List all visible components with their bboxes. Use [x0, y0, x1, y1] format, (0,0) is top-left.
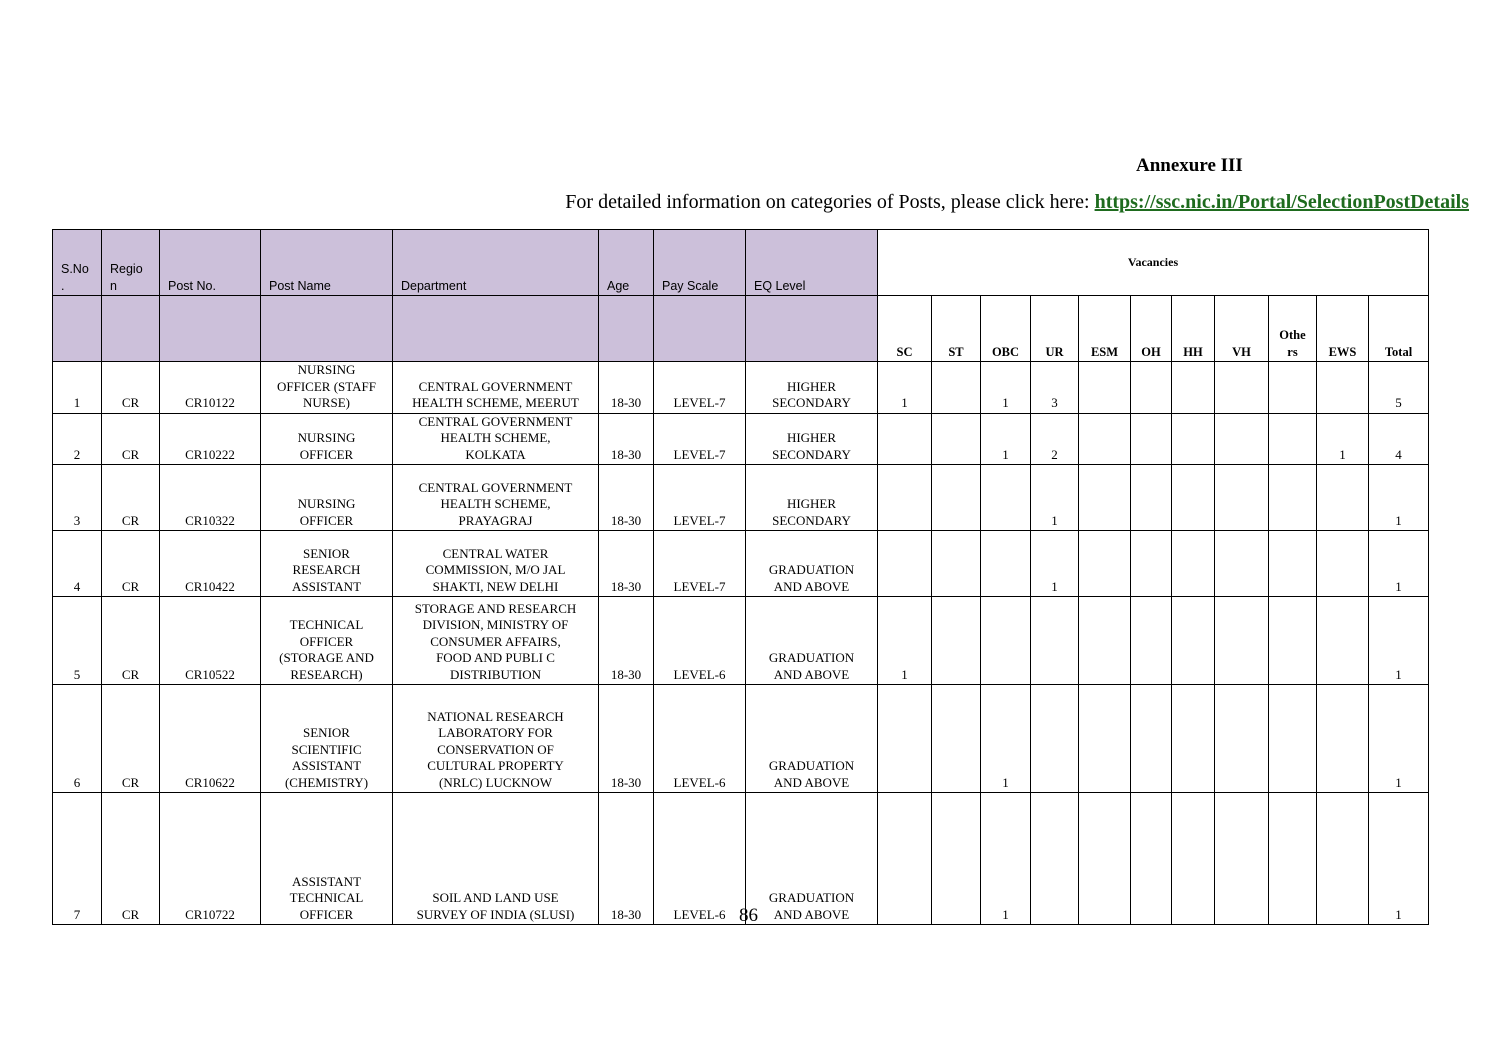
cell-department: CENTRAL GOVERNMENT HEALTH SCHEME, PRAYAGRAJ	[393, 465, 599, 531]
cell-vacancy-st	[932, 597, 981, 685]
header-sc: SC	[878, 296, 932, 362]
cell-vacancy-hh	[1172, 465, 1215, 531]
cell-department: SOIL AND LAND USE SURVEY OF INDIA (SLUSI)	[393, 793, 599, 925]
cell-vacancy-vh	[1215, 465, 1269, 531]
cell-vacancy-others	[1269, 362, 1317, 414]
page-number: 86	[739, 905, 758, 926]
cell-eq-level: GRADUATION AND ABOVE	[746, 597, 878, 685]
annexure-title: Annexure III	[1136, 155, 1243, 176]
header-obc: OBC	[981, 296, 1031, 362]
cell-vacancy-oh	[1131, 465, 1172, 531]
cell-vacancy-st	[932, 465, 981, 531]
header-ews: EWS	[1317, 296, 1369, 362]
cell-vacancy-sc	[878, 465, 932, 531]
cell-post-name: NURSING OFFICER	[261, 413, 393, 465]
table-row	[53, 413, 1429, 465]
cell-vacancy-oh	[1131, 597, 1172, 685]
cell-region: CR	[102, 531, 160, 597]
cell-vacancy-obc	[981, 597, 1031, 685]
cell-eq-level: HIGHER SECONDARY	[746, 465, 878, 531]
cell-eq-level: GRADUATION AND ABOVE	[746, 531, 878, 597]
cell-age: 18-30	[599, 465, 654, 531]
cell-vacancy-st	[932, 413, 981, 465]
cell-vacancy-oh	[1131, 413, 1172, 465]
cell-pay-scale: LEVEL-7	[654, 362, 746, 414]
cell-vacancy-others	[1269, 597, 1317, 685]
header-spacer	[746, 296, 878, 362]
cell-post-name: SENIOR RESEARCH ASSISTANT	[261, 531, 393, 597]
cell-sno: 1	[53, 362, 102, 414]
cell-region: CR	[102, 413, 160, 465]
cell-vacancy-st	[932, 531, 981, 597]
cell-department: CENTRAL GOVERNMENT HEALTH SCHEME, MEERUT	[393, 362, 599, 414]
cell-eq-level: HIGHER SECONDARY	[746, 413, 878, 465]
cell-age: 18-30	[599, 597, 654, 685]
cell-vacancy-others	[1269, 531, 1317, 597]
cell-pay-scale: LEVEL-7	[654, 531, 746, 597]
cell-vacancy-sc	[878, 531, 932, 597]
table-row	[53, 531, 1429, 597]
header-spacer	[53, 296, 102, 362]
cell-region: CR	[102, 362, 160, 414]
cell-vacancy-vh	[1215, 685, 1269, 793]
cell-vacancy-obc	[981, 465, 1031, 531]
cell-vacancy-esm	[1079, 413, 1131, 465]
cell-vacancy-obc: 1	[981, 685, 1031, 793]
cell-pay-scale: LEVEL-7	[654, 413, 746, 465]
cell-vacancy-ur: 1	[1031, 531, 1079, 597]
cell-post-no: CR10222	[160, 413, 261, 465]
cell-vacancy-ews	[1317, 597, 1369, 685]
header-spacer	[599, 296, 654, 362]
header-age: Age	[599, 230, 654, 296]
header-oh: OH	[1131, 296, 1172, 362]
cell-vacancy-esm	[1079, 465, 1131, 531]
cell-vacancy-total: 1	[1369, 685, 1429, 793]
cell-vacancy-sc	[878, 413, 932, 465]
info-text: For detailed information on categories of Posts, please click here:	[565, 191, 1095, 213]
cell-pay-scale: LEVEL-6	[654, 597, 746, 685]
cell-eq-level: GRADUATION AND ABOVE	[746, 685, 878, 793]
cell-vacancy-vh	[1215, 597, 1269, 685]
cell-sno: 3	[53, 465, 102, 531]
cell-age: 18-30	[599, 413, 654, 465]
cell-vacancy-total: 1	[1369, 793, 1429, 925]
cell-vacancy-others	[1269, 413, 1317, 465]
cell-vacancy-ur: 1	[1031, 465, 1079, 531]
cell-sno: 6	[53, 685, 102, 793]
cell-post-no: CR10622	[160, 685, 261, 793]
cell-vacancy-esm	[1079, 685, 1131, 793]
cell-vacancy-sc: 1	[878, 362, 932, 414]
cell-post-name: ASSISTANT TECHNICAL OFFICER	[261, 793, 393, 925]
header-post-no: Post No.	[160, 230, 261, 296]
header-vh: VH	[1215, 296, 1269, 362]
header-others: Othe rs	[1269, 296, 1317, 362]
cell-vacancy-ews	[1317, 531, 1369, 597]
header-row-main	[53, 230, 1429, 296]
cell-age: 18-30	[599, 531, 654, 597]
header-row-sub	[53, 296, 1429, 362]
info-line	[565, 191, 1469, 214]
cell-vacancy-sc: 1	[878, 597, 932, 685]
cell-vacancy-hh	[1172, 362, 1215, 414]
table-row	[53, 465, 1429, 531]
cell-pay-scale: LEVEL-6	[654, 793, 746, 925]
cell-age: 18-30	[599, 362, 654, 414]
cell-vacancy-total: 1	[1369, 531, 1429, 597]
cell-vacancy-total: 1	[1369, 597, 1429, 685]
cell-vacancy-ur	[1031, 685, 1079, 793]
cell-vacancy-sc	[878, 685, 932, 793]
cell-vacancy-oh	[1131, 531, 1172, 597]
header-post-name: Post Name	[261, 230, 393, 296]
cell-department: CENTRAL GOVERNMENT HEALTH SCHEME, KOLKATA	[393, 413, 599, 465]
cell-pay-scale: LEVEL-6	[654, 685, 746, 793]
header-hh: HH	[1172, 296, 1215, 362]
cell-vacancy-hh	[1172, 685, 1215, 793]
cell-region: CR	[102, 793, 160, 925]
cell-vacancy-others	[1269, 685, 1317, 793]
cell-vacancy-ur: 2	[1031, 413, 1079, 465]
cell-post-no: CR10522	[160, 597, 261, 685]
header-region: Regio n	[102, 230, 160, 296]
cell-vacancy-esm	[1079, 362, 1131, 414]
cell-age: 18-30	[599, 793, 654, 925]
cell-post-name: SENIOR SCIENTIFIC ASSISTANT (CHEMISTRY)	[261, 685, 393, 793]
cell-post-name: NURSING OFFICER	[261, 465, 393, 531]
header-sno: S.No .	[53, 230, 102, 296]
cell-vacancy-vh	[1215, 531, 1269, 597]
cell-vacancy-oh	[1131, 685, 1172, 793]
cell-vacancy-ews	[1317, 465, 1369, 531]
cell-vacancy-st	[932, 685, 981, 793]
header-eq-level: EQ Level	[746, 230, 878, 296]
cell-vacancy-others	[1269, 465, 1317, 531]
cell-sno: 7	[53, 793, 102, 925]
header-spacer	[160, 296, 261, 362]
cell-vacancy-hh	[1172, 413, 1215, 465]
cell-vacancy-esm	[1079, 531, 1131, 597]
table-row	[53, 685, 1429, 793]
table-body	[53, 362, 1429, 925]
cell-department: STORAGE AND RESEARCH DIVISION, MINISTRY OF CONSUMER AFFAIRS, FOOD AND PUBLI C DISTRIBUTION	[393, 597, 599, 685]
cell-vacancy-total: 4	[1369, 413, 1429, 465]
cell-post-no: CR10422	[160, 531, 261, 597]
cell-vacancy-ews	[1317, 685, 1369, 793]
cell-post-no: CR10722	[160, 793, 261, 925]
header-ur: UR	[1031, 296, 1079, 362]
cell-vacancy-obc: 1	[981, 793, 1031, 925]
cell-vacancy-total: 5	[1369, 362, 1429, 414]
header-esm: ESM	[1079, 296, 1131, 362]
cell-vacancy-total: 1	[1369, 465, 1429, 531]
cell-vacancy-hh	[1172, 531, 1215, 597]
header-vacancies: Vacancies	[878, 230, 1429, 296]
cell-vacancy-ur: 3	[1031, 362, 1079, 414]
cell-vacancy-vh	[1215, 413, 1269, 465]
cell-sno: 4	[53, 531, 102, 597]
cell-vacancy-esm	[1079, 597, 1131, 685]
cell-vacancy-oh	[1131, 362, 1172, 414]
cell-sno: 5	[53, 597, 102, 685]
header-pay-scale: Pay Scale	[654, 230, 746, 296]
cell-age: 18-30	[599, 685, 654, 793]
header-total: Total	[1369, 296, 1429, 362]
cell-region: CR	[102, 685, 160, 793]
cell-vacancy-ur	[1031, 597, 1079, 685]
cell-sno: 2	[53, 413, 102, 465]
header-st: ST	[932, 296, 981, 362]
header-spacer	[102, 296, 160, 362]
cell-vacancy-st	[932, 362, 981, 414]
cell-vacancy-obc: 1	[981, 362, 1031, 414]
header-department: Department	[393, 230, 599, 296]
cell-vacancy-ews	[1317, 362, 1369, 414]
table-row	[53, 597, 1429, 685]
cell-department: CENTRAL WATER COMMISSION, M/O JAL SHAKTI, NEW DELHI	[393, 531, 599, 597]
vacancy-table	[52, 229, 1429, 925]
cell-region: CR	[102, 597, 160, 685]
cell-pay-scale: LEVEL-7	[654, 465, 746, 531]
selection-post-details-link[interactable]: https://ssc.nic.in/Portal/SelectionPostDetails	[1094, 191, 1469, 213]
header-spacer	[261, 296, 393, 362]
cell-eq-level: HIGHER SECONDARY	[746, 362, 878, 414]
cell-eq-level: GRADUATION AND ABOVE	[746, 793, 878, 925]
cell-vacancy-ews: 1	[1317, 413, 1369, 465]
cell-post-no: CR10122	[160, 362, 261, 414]
cell-vacancy-hh	[1172, 597, 1215, 685]
cell-region: CR	[102, 465, 160, 531]
cell-post-name: NURSING OFFICER (STAFF NURSE)	[261, 362, 393, 414]
table-row	[53, 362, 1429, 414]
cell-vacancy-obc: 1	[981, 413, 1031, 465]
cell-vacancy-vh	[1215, 362, 1269, 414]
header-spacer	[393, 296, 599, 362]
cell-department: NATIONAL RESEARCH LABORATORY FOR CONSERVATION OF CULTURAL PROPERTY (NRLC) LUCKNOW	[393, 685, 599, 793]
cell-vacancy-obc	[981, 531, 1031, 597]
cell-post-no: CR10322	[160, 465, 261, 531]
cell-post-name: TECHNICAL OFFICER (STORAGE AND RESEARCH)	[261, 597, 393, 685]
header-spacer	[654, 296, 746, 362]
